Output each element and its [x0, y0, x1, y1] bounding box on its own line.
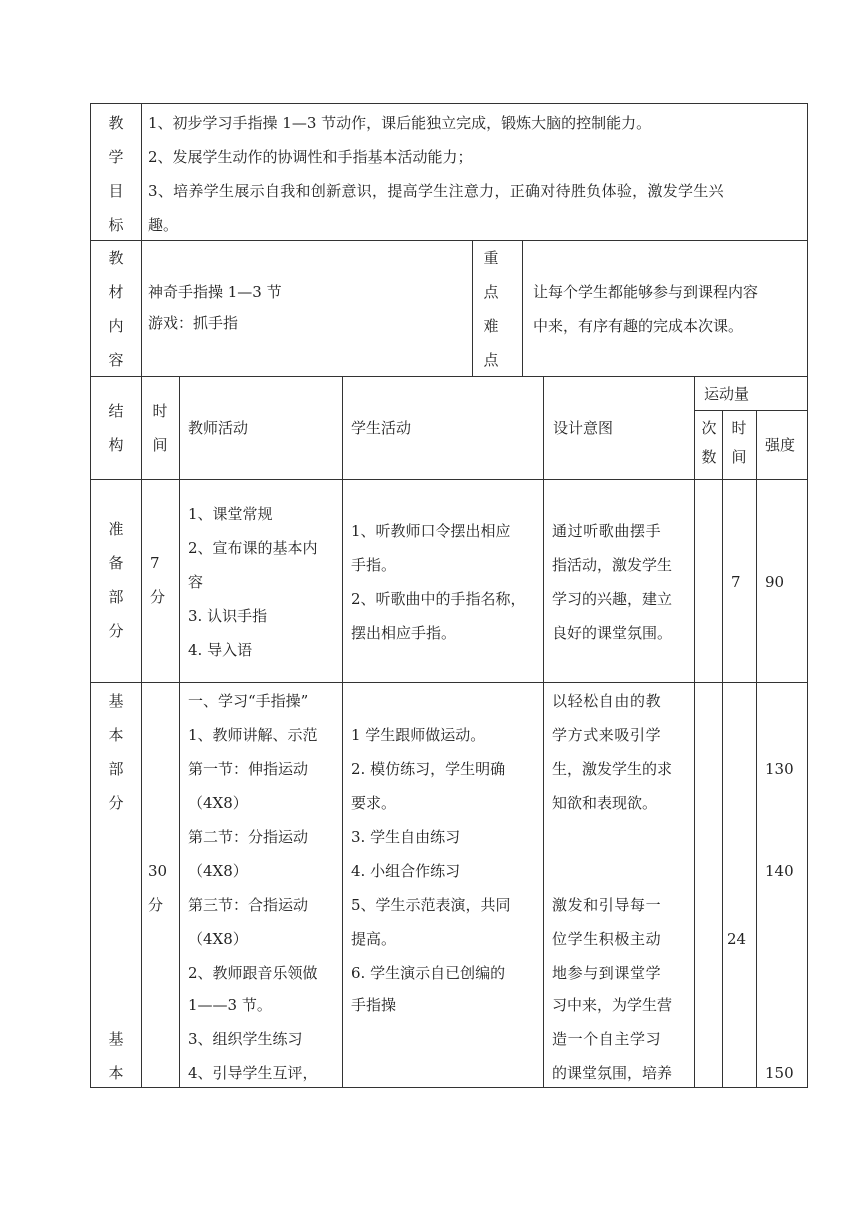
objectives-label-divider [141, 103, 142, 240]
basic-design-line: 位学生积极主动 [552, 930, 662, 948]
basic-student-line: 5、学生示范表演，共同 [351, 896, 511, 914]
prep-teacher-line: 3. 认识手指 [188, 607, 268, 625]
header-exercise-load: 运动量 [704, 385, 750, 403]
basic-duration: 24 [727, 930, 747, 948]
prep-intensity: 90 [765, 573, 785, 591]
row-divider-objectives [90, 240, 808, 241]
prep-teacher-line: 1、课堂常规 [188, 505, 273, 523]
col-divider-duration [756, 410, 757, 1088]
basic-teacher-line: （4X8） [188, 930, 248, 948]
basic-teacher-line: 一、学习“手指操” [188, 692, 309, 710]
row-divider-prep [90, 682, 808, 683]
basic-teacher-line: 第二节：分指运动 [188, 828, 309, 846]
objective-line: 趣。 [148, 216, 179, 234]
basic-teacher-line: 2、教师跟音乐领做 [188, 964, 318, 982]
basic-intensity-value: 130 [765, 760, 794, 778]
basic-design-line: 地参与到课堂学 [552, 964, 662, 982]
basic-student-line: 3. 学生自由练习 [351, 828, 461, 846]
basic-teacher-line: 3、组织学生练习 [188, 1030, 303, 1048]
col-divider-teacher [342, 376, 343, 1088]
col-divider-student [543, 376, 544, 1088]
basic-student-line: 1 学生跟师做运动。 [351, 726, 486, 744]
focus-line: 让每个学生都能够参与到课程内容 [533, 283, 759, 301]
basic-teacher-line: 第一节：伸指运动 [188, 760, 309, 778]
objective-line: 1、初步学习手指操 1—3 节动作，课后能独立完成，锻炼大脑的控制能力。 [148, 114, 652, 132]
focus-line: 中来，有序有趣的完成本次课。 [533, 317, 744, 335]
objective-line: 2、发展学生动作的协调性和手指基本活动能力； [148, 148, 473, 166]
col-divider-design [694, 376, 695, 1088]
col-divider-time [179, 376, 180, 1088]
row-divider-header [90, 479, 808, 480]
prep-teacher-line: 4. 导入语 [188, 641, 253, 659]
basic-design-line: 激发和引导每一 [552, 896, 662, 914]
basic-design-line: 造一个自主学习 [552, 1030, 662, 1048]
header-intensity: 强度 [765, 436, 796, 454]
prep-design-line: 良好的课堂氛围。 [552, 624, 673, 642]
header-student-activity: 学生活动 [351, 419, 412, 437]
basic-design-line: 学方式来吸引学 [552, 726, 662, 744]
basic-intensity-value: 140 [765, 862, 794, 880]
col-divider-count [722, 410, 723, 1088]
basic-teacher-line: （4X8） [188, 794, 248, 812]
content-label-divider [141, 240, 142, 376]
basic-student-line: 手指操 [351, 996, 397, 1014]
objective-line: 3、培养学生展示自我和创新意识，提高学生注意力，正确对待胜负体验，激发学生兴 [148, 182, 724, 200]
focus-label-divider [522, 240, 523, 376]
basic-teacher-line: 4、引导学生互评， [188, 1064, 318, 1082]
basic-student-line: 6. 学生演示自已创编的 [351, 964, 506, 982]
col-divider-structure [141, 376, 142, 1088]
lesson-plan-page: 教 学 目 标 1、初步学习手指操 1—3 节动作，课后能独立完成，锻炼大脑的控制能力。 2、发展学生动作的协调性和手指基本活动能力； 3、培养学生展示自我和创新意识，提高学生注意力，正确对待胜负体验，激发学生兴 趣。 教 材 内 容 神奇手指操 1—3 节 游戏：抓手指 重 点 难 点 让每个学生都能够参与到课程内容 中来，有序有趣的完成本次课。 结 构 时 间 教师活动 学生活动 设计意图 运动量 次 数 时 间 强度 准 备 部 分 7 分 1、课堂常规 2、宣布课的基本内 容 3. 认识手指 4. 导入语 1、听教师口令摆出相应 手指。 2、听歌曲中的手指名称， 摆出相应手指。 通过听歌曲摆手 指活动，激发学生 学习的兴趣，建立 良好的课堂氛围。 7 90 基 本 部 分 基 本 30 分 一、学习“手指操” 1、教师讲解、示范 第一节：伸指运动 （4X8） 第二节：分指运动 （4X8） 第三节：合指运动 （4X8） 2、教师跟音乐领做 1——3 节。 3、组织学生练习 4、引导学生互评， 1 学生跟师做运动。 2. 模仿练习，学生明确 要求。 3. 学生自由练习 4. 小组合作练习 5、学生示范表演，共同 提高。 6. 学生演示自已创编的 手指操 以轻松自由的教 学方式来吸引学 生，激发学生的求 知欲和表现欲。 激发和引导每一 位学生积极主动 地参与到课堂学 习中来，为学生营 造一个自主学习 的课堂氛围，培养 24 130 140 150 [0, 0, 860, 1216]
basic-design-line: 习中来，为学生营 [552, 996, 673, 1014]
basic-intensity-value: 150 [765, 1064, 794, 1082]
basic-teacher-line: 1——3 节。 [188, 996, 272, 1014]
basic-teacher-line: 1、教师讲解、示范 [188, 726, 318, 744]
prep-teacher-line: 2、宣布课的基本内 [188, 539, 318, 557]
basic-student-line: 2. 模仿练习，学生明确 [351, 760, 506, 778]
prep-student-line: 1、听教师口令摆出相应 [351, 522, 511, 540]
content-focus-divider [472, 240, 473, 376]
header-teacher-activity: 教师活动 [188, 419, 249, 437]
content-line: 游戏：抓手指 [148, 314, 239, 332]
prep-design-line: 学习的兴趣，建立 [552, 590, 673, 608]
prep-student-line: 2、听歌曲中的手指名称， [351, 590, 526, 608]
basic-teacher-line: 第三节：合指运动 [188, 896, 309, 914]
basic-design-line: 的课堂氛围，培养 [552, 1064, 673, 1082]
row-divider-content [90, 376, 808, 377]
basic-design-line: 生，激发学生的求 [552, 760, 673, 778]
prep-duration: 7 [731, 573, 741, 591]
prep-teacher-line: 容 [188, 573, 204, 591]
basic-student-line: 要求。 [351, 794, 397, 812]
prep-design-line: 指活动，激发学生 [552, 556, 673, 574]
basic-design-line: 以轻松自由的教 [552, 692, 662, 710]
basic-design-line: 知欲和表现欲。 [552, 794, 658, 812]
basic-student-line: 4. 小组合作练习 [351, 862, 461, 880]
prep-student-line: 手指。 [351, 556, 397, 574]
header-design-intent: 设计意图 [553, 419, 614, 437]
prep-student-line: 摆出相应手指。 [351, 624, 457, 642]
basic-teacher-line: （4X8） [188, 862, 248, 880]
content-line: 神奇手指操 1—3 节 [148, 283, 282, 301]
basic-student-line: 提高。 [351, 930, 397, 948]
prep-design-line: 通过听歌曲摆手 [552, 522, 662, 540]
